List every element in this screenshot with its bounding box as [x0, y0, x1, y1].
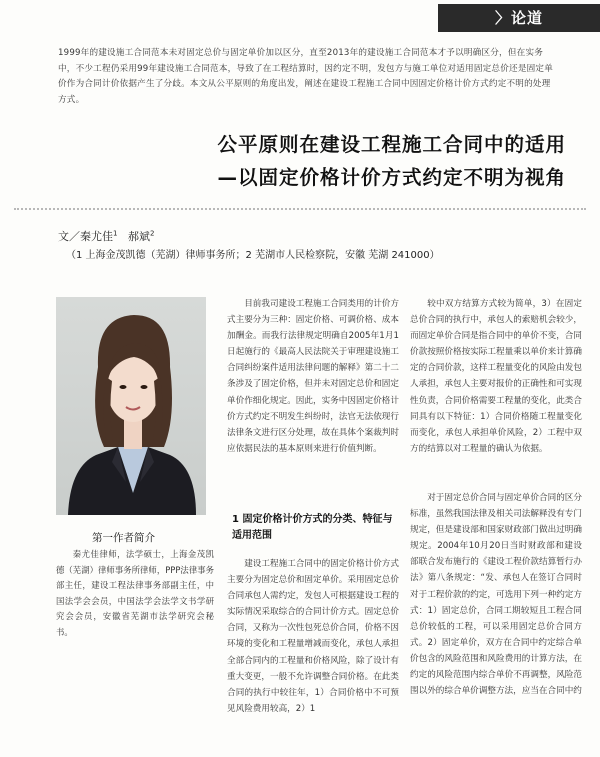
paragraph-text: 较中双方结算方式较为简单，3）在固定总价合同的执行中，承包人的索赔机会较少，而固定单价合同是指合同中的单价不变，合同价款按照价格按实际工程量乘以单价来计算确定的合同价款，这样工程量变化的风险由发包人承担，承包人主要对报价的正确性和可实现性负责，合同价格需要工程量的变化，此类合同具有以下特征：1）合同价格随工程量变化而变化，承包人承担单价风险，2）工程中双方的结算以对工程量的确认为依据。	[410, 299, 582, 454]
author-photo	[56, 297, 206, 515]
abstract-text: 1999年的建设施工合同范本未对固定总价与固定单价加以区分，直至2013年的建设施工合同范本才予以明确区分，但在实务中，不少工程仍采用99年建设施工合同范本，导致了在工程结算时，因约定不明，发包方与施工单位对适用固定总价还是固定单价作为合同计价依据产生了分歧。本文从公平原则的角度出发，阐述在建设工程施工合同中因固定价格计价方式约定不明的处理方式。	[58, 48, 553, 105]
paragraph-text: 建设工程施工合同中的固定价格计价方式主要分为固定总价和固定单价。采用固定总价合同承包人需约定，发包人可根据建设工程的实际情况采取综合的合同计价方式。固定总价合同，又称为一次性包死总价合同，价格不因环境的变化和工程量增减而变化，承包人承担全部合同内的工程量和价格风险，除了设计有重大变更，一般不允许调整合同价格。在此类合同的执行中较往年，1）合同价格中不可预见风险费用较高，2）1	[227, 559, 399, 714]
author-prefix: 文／	[58, 230, 80, 243]
paragraph-text: 对于固定总价合同与固定单价合同的区分标准，虽然我国法律及相关司法解释没有专门规定，但是建设部和国家财政部门做出过明确规定。2004年10月20日当时财政部和建设部联合发布施行的《建设工程价款结算暂行办法》第八条规定：“发、承包人在签订合同时对于工程价款的约定，可选用下列一种约定方式：1）固定总价，合同工期较短且工程合同总价较低的工程，可以采用固定总价合同方式。2）固定单价，双方在合同中约定综合单价包含的风险范围和风险费用的计算方法，在约定的风险范围内综合单价不再调整，风险范围以外的综合单价调整方法，应当在合同中约	[410, 493, 582, 697]
body-paragraph	[410, 490, 582, 699]
author-name-1: 秦尤佳	[80, 230, 113, 243]
body-paragraph	[410, 296, 582, 457]
portrait-illustration	[56, 297, 206, 515]
author-affiliation: （1 上海金茂凯德（芜湖）律师事务所；2 芜湖市人民检察院，安徽 芜湖 241000）	[66, 250, 440, 261]
author-line	[58, 228, 154, 244]
bio-text: 秦尤佳律师，法学硕士，上海金茂凯德（芜湖）律师事务所律师，PPP法律事务部主任，建设工程法律事务部副主任，中国法学会会员，中国法学会法学文书学研究会会员，安徽省芜湖市法学研究会秘书。	[56, 549, 214, 637]
author-sup-2: 2	[149, 229, 155, 238]
body-paragraph	[227, 556, 399, 717]
author-sup-1: 1	[113, 229, 118, 238]
section-heading: 1 固定价格计价方式的分类、特征与适用范围	[232, 514, 393, 541]
paragraph-text: 目前我司建设工程施工合同类用的计价方式主要分为三种：固定价格、可调价格、成本加酬金。而我行法律规定明确自2005年1月1日起施行的《最高人民法院关于审理建设施工合同纠纷案件适用法律问题的解释》第二十二条涉及了固定价格，但并未对固定总价和固定单价作细化规定。因此，实务中因固定价格计价方式约定不明发生纠纷时，法官无法依现行法律条文进行区分处理，故在具体个案裁判时应依据民法的基本原则来进行价值判断。	[227, 299, 399, 454]
section-label: 〉论道	[438, 4, 600, 32]
bio-title: 第一作者简介	[92, 532, 155, 544]
article-title: 公平原则在建设工程施工合同中的适用	[217, 133, 566, 156]
dotted-divider	[14, 208, 586, 210]
body-paragraph	[227, 296, 399, 457]
author-name-2: 郝斌	[127, 230, 150, 243]
article-subtitle: —以固定价格计价方式约定不明为视角	[217, 166, 566, 189]
